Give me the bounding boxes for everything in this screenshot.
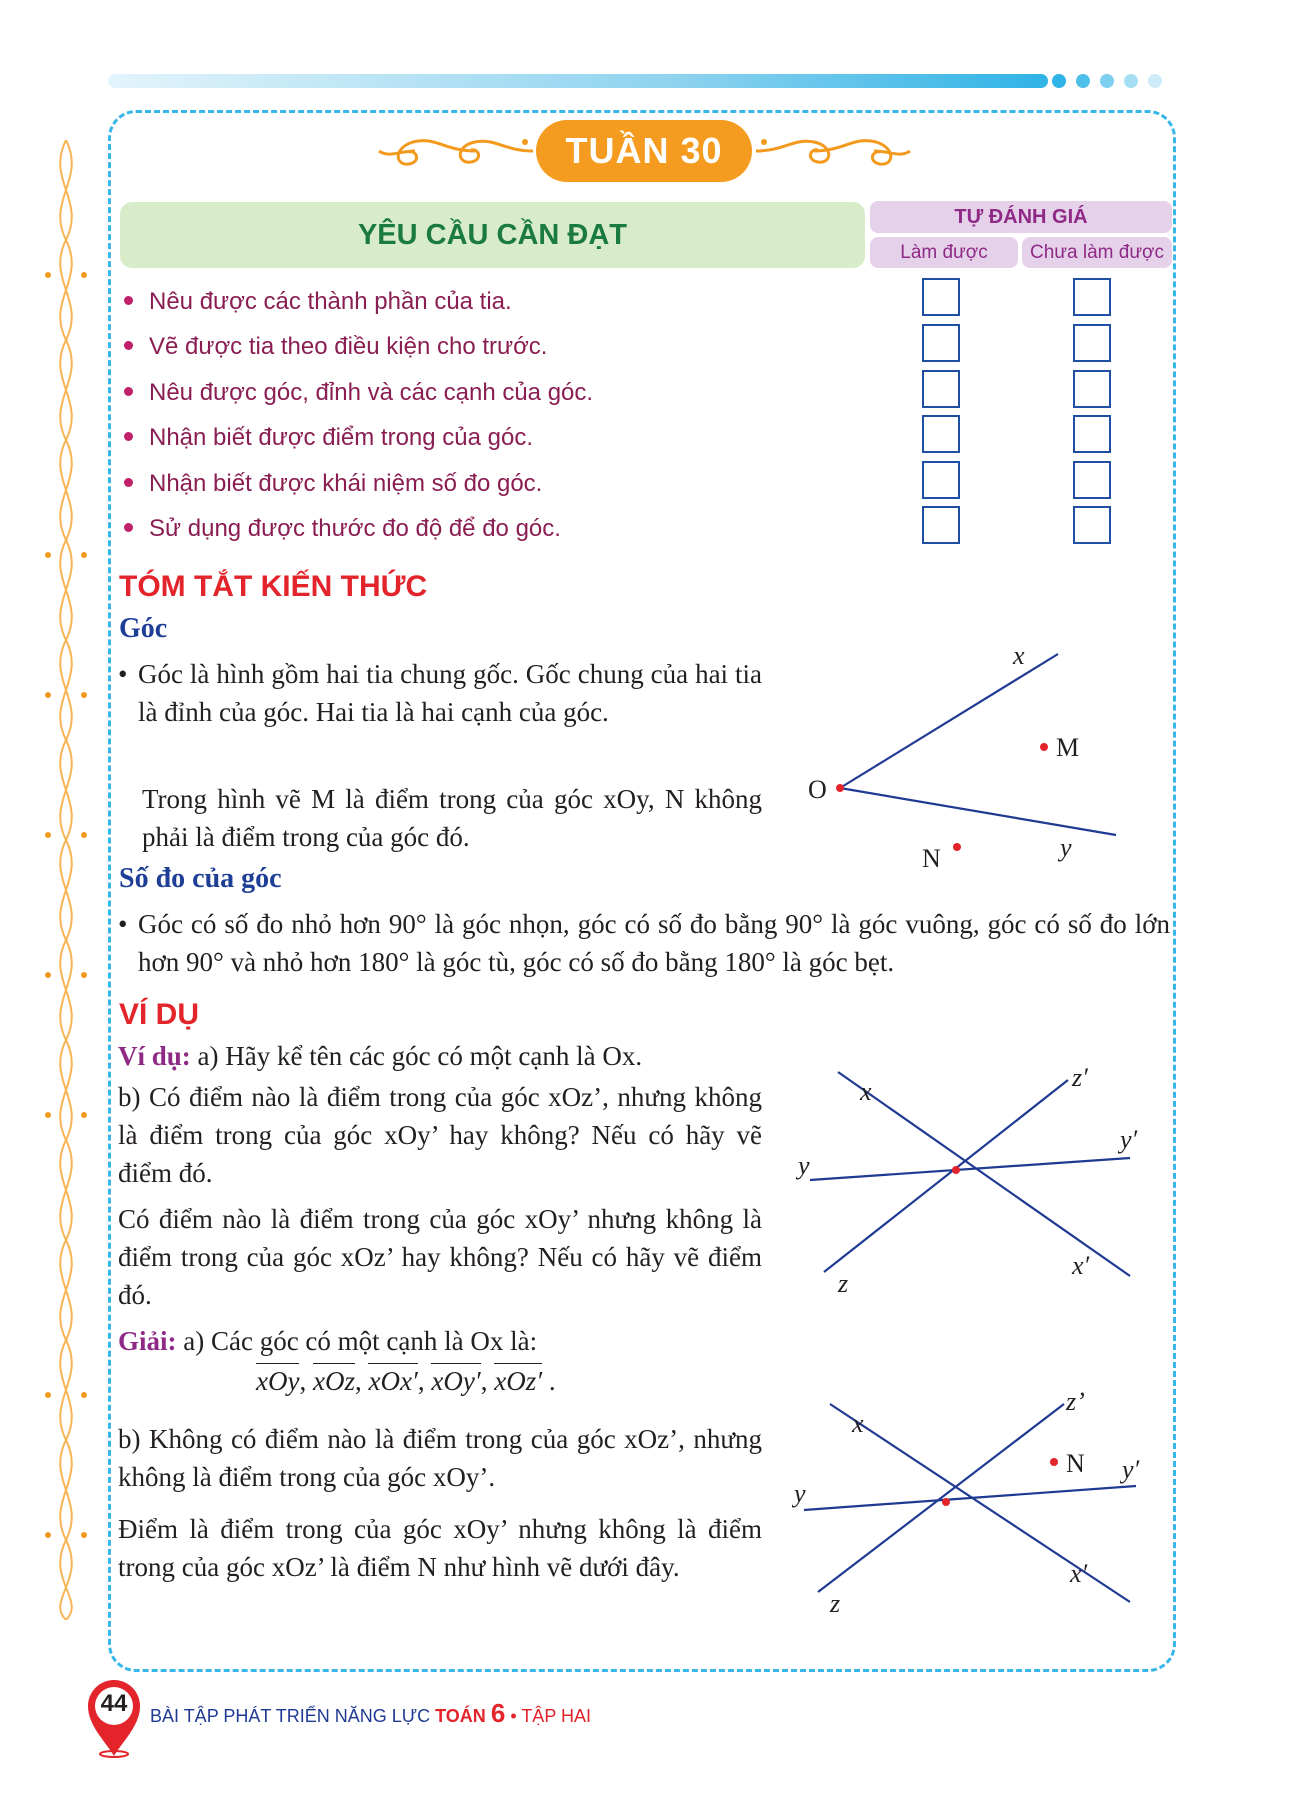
example-part-a: Ví dụ: a) Hãy kể tên các góc có một cạnh là Ox.	[118, 1041, 643, 1071]
requirement-item: Sử dụng được thước đo độ để đo góc.	[124, 509, 561, 549]
requirement-item: Nhận biết được điểm trong của góc.	[124, 418, 533, 458]
summary-heading: TÓM TẮT KIẾN THỨC	[119, 570, 428, 603]
angle-definition: • Góc là hình gồm hai tia chung gốc. Gốc chung của hai tia là đỉnh của góc. Hai tia là hai cạnh của góc.	[118, 659, 762, 727]
checkbox-not-done[interactable]	[1073, 324, 1111, 362]
checkbox-done[interactable]	[922, 324, 960, 362]
checkbox-done[interactable]	[922, 506, 960, 544]
measure-heading: Số đo của góc	[119, 863, 282, 894]
svg-text:x: x	[852, 1409, 864, 1438]
svg-text:y: y	[794, 1479, 806, 1508]
svg-text:x: x	[860, 1077, 872, 1106]
solution-part-a: Giải: a) Các góc có một cạnh là Ox là:	[118, 1326, 538, 1356]
angle-heading: Góc	[119, 613, 168, 644]
angle-interior-note: Trong hình vẽ M là điểm trong của góc xOy, N không phải là điểm trong của góc đó.	[142, 784, 762, 852]
title-ornament-left	[375, 128, 535, 174]
requirement-item: Nhận biết được khái niệm số đo góc.	[124, 464, 542, 504]
col-not-done-header: Chưa làm được	[1022, 237, 1172, 268]
svg-text:z′: z′	[1072, 1063, 1088, 1092]
label-o: O	[808, 775, 827, 804]
svg-text:z: z	[838, 1269, 849, 1298]
label-n: N	[922, 844, 941, 873]
checkbox-not-done[interactable]	[1073, 370, 1111, 408]
example-part-b1: b) Có điểm nào là điểm trong của góc xOz’, nhưng không là điểm trong của góc xOy’ hay không? Nếu có hãy vẽ điểm đó.	[118, 1082, 762, 1188]
measure-definition: • Góc có số đo nhỏ hơn 90° là góc nhọn, góc có số đo bằng 90° là góc vuông, góc có số đo lớn hơn 90° và nhỏ hơn 180° là góc tù, góc có số đo bằng 180° là góc bẹt.	[118, 909, 1170, 977]
checkbox-done[interactable]	[922, 461, 960, 499]
self-assessment-header: TỰ ĐÁNH GIÁ	[870, 201, 1172, 233]
angle-name: xOz	[313, 1363, 355, 1396]
requirement-item: Nêu được các thành phần của tia.	[124, 282, 512, 322]
checkbox-done[interactable]	[922, 370, 960, 408]
checkbox-not-done[interactable]	[1073, 415, 1111, 453]
angle-name: xOz′	[494, 1363, 542, 1396]
svg-text:y: y	[798, 1151, 810, 1180]
requirements-header: YÊU CẦU CẦN ĐẠT	[120, 202, 865, 268]
page-number: 44	[100, 1690, 128, 1717]
label-x: x	[1013, 641, 1025, 670]
svg-text:z: z	[830, 1589, 841, 1618]
week-title: TUẦN 30	[536, 120, 752, 182]
label-m: M	[1056, 733, 1080, 762]
checkbox-not-done[interactable]	[1073, 461, 1111, 499]
checkbox-not-done[interactable]	[1073, 278, 1111, 316]
solution-part-b1: b) Không có điểm nào là điểm trong của góc xOz’, nhưng không là điểm trong của góc xOy’.	[118, 1424, 762, 1492]
svg-text:z’: z’	[1066, 1387, 1085, 1416]
angle-name: xOx′	[368, 1363, 417, 1396]
svg-text:N: N	[1066, 1449, 1085, 1478]
angle-name: xOy′	[431, 1363, 480, 1396]
angle-figure-xoy	[790, 640, 1130, 880]
svg-text:y′: y′	[1122, 1455, 1140, 1484]
svg-text:x′: x′	[1070, 1559, 1088, 1588]
angle-list: xOy, xOz, xOx′, xOy′, xOz′ .	[256, 1362, 556, 1400]
checkbox-not-done[interactable]	[1073, 506, 1111, 544]
angle-name: xOy	[256, 1363, 299, 1396]
top-decor-bar	[108, 74, 1048, 88]
top-decor-dots	[1052, 74, 1182, 88]
footer-title: BÀI TẬP PHÁT TRIỂN NĂNG LỰC TOÁN 6 • TẬP HAI	[150, 1698, 592, 1728]
svg-text:x′: x′	[1072, 1251, 1090, 1280]
label-y: y	[1060, 833, 1072, 862]
svg-text:y′: y′	[1120, 1125, 1138, 1154]
solution-part-b2: Điểm là điểm trong của góc xOy’ nhưng không là điểm trong của góc xOz’ là điểm N như hình vẽ dưới đây.	[118, 1514, 762, 1582]
left-vine-decor	[38, 140, 94, 1620]
checkbox-done[interactable]	[922, 278, 960, 316]
angle-figure-example	[790, 1060, 1160, 1300]
example-part-b2: Có điểm nào là điểm trong của góc xOy’ nhưng không là điểm trong của góc xOz’ hay không? Nếu có hãy vẽ điểm đó.	[118, 1204, 762, 1310]
col-done-header: Làm được	[870, 237, 1018, 268]
requirement-item: Vẽ được tia theo điều kiện cho trước.	[124, 327, 547, 367]
example-heading: VÍ DỤ	[119, 998, 200, 1031]
angle-figure-solution	[790, 1380, 1160, 1630]
title-ornament-right	[754, 128, 914, 174]
checkbox-done[interactable]	[922, 415, 960, 453]
requirement-item: Nêu được góc, đỉnh và các cạnh của góc.	[124, 373, 593, 413]
